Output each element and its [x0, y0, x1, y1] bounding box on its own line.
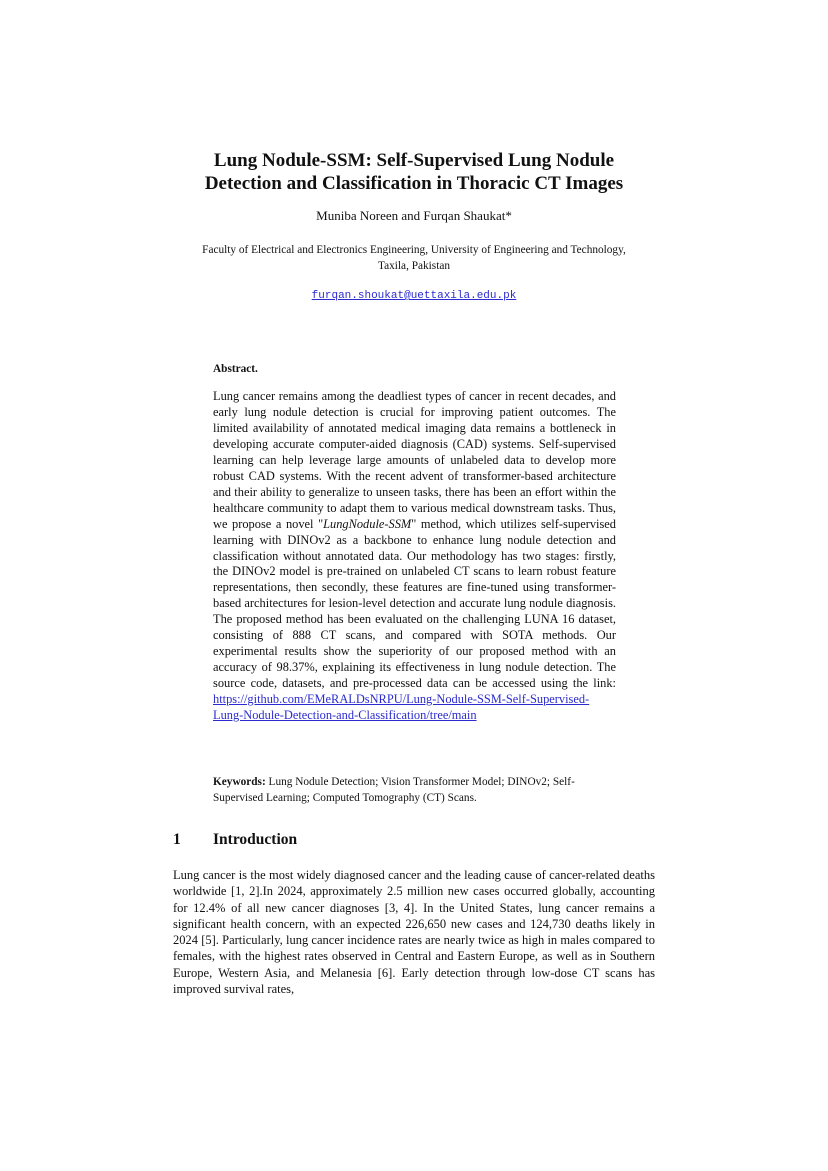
section-heading-introduction	[173, 830, 297, 850]
abstract-heading: Abstract.	[213, 363, 258, 375]
author-email	[140, 289, 688, 303]
abstract-text-part-2: " method, which utilizes self-supervised learning with DINOv2 as a backbone to enhance lung nodule detection and classification without annotated data. Our methodology has two stages: firstly, the DINOv2 model is pre-trained on unlabeled CT scans to learn robust feature representations, then secondly, these features are fine-tuned using transformer-based architectures for lesion-level detection and accurate lung nodule diagnosis. The proposed method has been evaluated on the challenging LUNA 16 dataset, consisting of 888 CT scans, and compared with SOTA methods. Our experimental results show the superiority of our proposed method with an accuracy of 98.37%, explaining its effectiveness in lung nodule detection. The source code, datasets, and pre-processed data can be accessed using the link:	[213, 516, 616, 691]
abstract-text-part-1: Lung cancer remains among the deadliest types of cancer in recent decades, and early lung nodule detection is crucial for improving patient outcomes. The limited availability of annotated medical imaging data remains a bottleneck in developing accurate computer-aided diagnosis (CAD) systems. Self-supervised learning can help leverage large amounts of unlabeled data to develop more robust CAD systems. With the recent advent of transformer-based architecture and their ability to generalize to unseen tasks, there has been an effort within the healthcare community to adapt them to various medical downstream tasks. Thus, we propose a novel "	[213, 389, 616, 531]
email-link[interactable]: furqan.shoukat@uettaxila.edu.pk	[311, 290, 517, 302]
section-title: Introduction	[213, 831, 298, 848]
authors: Muniba Noreen and Furqan Shaukat*	[316, 208, 512, 223]
source-code-link[interactable]: https://github.com/EMeRALDsNRPU/Lung-Nodule-SSM-Self-Supervised-Lung-Nodule-Detection-and-Classification/tree/main	[213, 692, 590, 723]
section-number: 1	[173, 831, 181, 848]
keywords-text: Lung Nodule Detection; Vision Transformer Model; DINOv2; Self-Supervised Learning; Computed Tomography (CT) Scans.	[213, 776, 575, 804]
affiliation-line-1: Faculty of Electrical and Electronics Engineering, University of Engineering and Technology,	[202, 244, 626, 256]
paper-title	[140, 149, 688, 195]
introduction-text: Lung cancer is the most widely diagnosed cancer and the leading cause of cancer-related deaths worldwide [1, 2].In 2024, approximately 2.5 million new cases occurred globally, accounting for 12.4% of all new cancer diagnoses [3, 4]. In the United States, lung cancer remains a significant health concern, with an expected 226,650 new cases and 124,730 deaths likely in 2024 [5]. Particularly, lung cancer incidence rates are nearly twice as high in males compared to females, with the highest rates observed in Central and Eastern Europe, as well as in Southern Europe, Western Asia, and Melanesia [6]. Early detection through low-dose CT scans has improved survival rates,	[173, 868, 655, 997]
keywords	[213, 775, 616, 806]
method-name: LungNodule-SSM	[323, 516, 412, 531]
title-line-2: Detection and Classification in Thoracic CT Images	[204, 173, 624, 194]
keywords-label: Keywords:	[213, 776, 266, 788]
title-line-1: Lung Nodule-SSM: Self-Supervised Lung Nodule	[213, 150, 615, 171]
affiliation	[170, 243, 658, 274]
affiliation-line-2: Taxila, Pakistan	[378, 259, 450, 272]
abstract-text	[213, 389, 616, 724]
